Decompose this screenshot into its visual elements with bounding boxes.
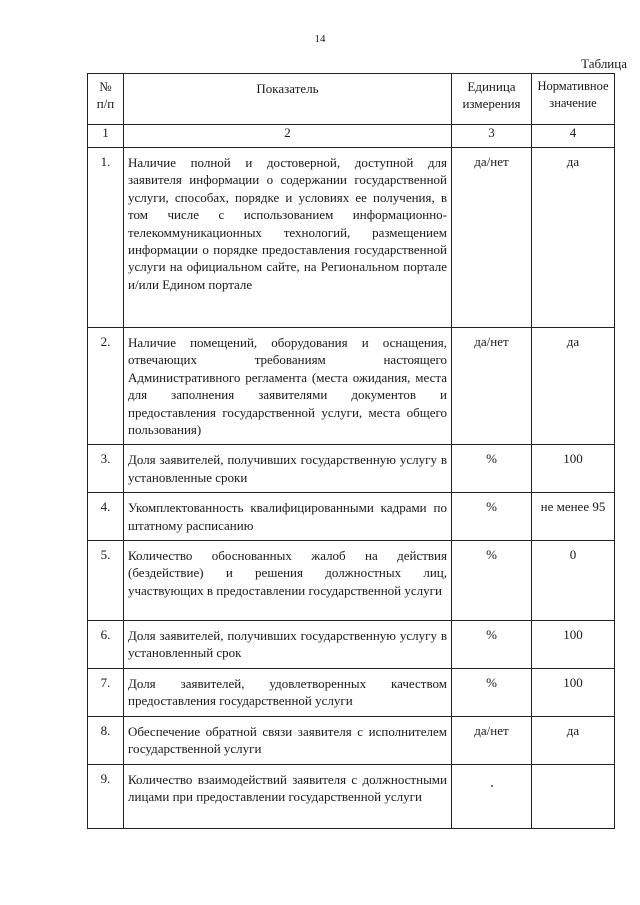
row-indicator: Наличие помещений, оборудования и оснащения, отвечающих требованиям настоящего Административного регламента (места ожидания, места для заполнения заявителями документов и предоставления государственной услуги, места общего пользования) [124, 328, 452, 445]
row-unit: % [452, 541, 532, 621]
row-number: 5. [88, 541, 124, 621]
row-unit: % [452, 493, 532, 541]
row-norm [532, 764, 615, 828]
row-unit: да/нет [452, 328, 532, 445]
table-header-row [88, 74, 615, 125]
table-caption: Таблица [581, 56, 627, 71]
row-indicator: Доля заявителей, удовлетворенных качеством предоставления государственной услуги [124, 668, 452, 716]
table-row [88, 621, 615, 669]
table-row [88, 764, 615, 828]
row-unit: % [452, 621, 532, 669]
row-indicator: Укомплектованность квалифицированными кадрами по штатному расписанию [124, 493, 452, 541]
row-indicator: Доля заявителей, получивших государственную услугу в установленные сроки [124, 445, 452, 493]
row-norm: не менее 95 [532, 493, 615, 541]
row-number: 6. [88, 621, 124, 669]
row-unit: % [452, 668, 532, 716]
column-number: 4 [532, 125, 615, 148]
table-row [88, 148, 615, 328]
row-norm: 100 [532, 668, 615, 716]
header-norm: Нормативное значение [532, 74, 615, 125]
table-row [88, 668, 615, 716]
row-indicator: Обеспечение обратной связи заявителя с исполнителем государственной услуги [124, 716, 452, 764]
row-number: 2. [88, 328, 124, 445]
indicators-table [87, 73, 615, 829]
column-number: 3 [452, 125, 532, 148]
column-number: 1 [88, 125, 124, 148]
row-number: 1. [88, 148, 124, 328]
row-norm: да [532, 148, 615, 328]
row-number: 7. [88, 668, 124, 716]
row-norm: 100 [532, 621, 615, 669]
row-norm: да [532, 328, 615, 445]
column-number: 2 [124, 125, 452, 148]
row-indicator: Количество взаимодействий заявителя с должностными лицами при предоставлении государственной услуги [124, 764, 452, 828]
column-number-row [88, 125, 615, 148]
table-row [88, 541, 615, 621]
table-row [88, 445, 615, 493]
row-unit: да/нет [452, 148, 532, 328]
row-number: 8. [88, 716, 124, 764]
table-row [88, 716, 615, 764]
row-number: 3. [88, 445, 124, 493]
empty-mark [491, 785, 493, 787]
row-number: 9. [88, 764, 124, 828]
row-indicator: Наличие полной и достоверной, доступной для заявителя информации о содержании государственной услуги, способах, порядке и условиях ее получения, в том числе с использованием информационно-телекоммуникационных технологий, размещением информации о порядке предоставления государственной услуги на официальном сайте, на Региональном портале и/или Едином портале [124, 148, 452, 328]
row-norm: да [532, 716, 615, 764]
header-unit: Единица измерения [452, 74, 532, 125]
header-indicator: Показатель [124, 74, 452, 125]
table-row [88, 328, 615, 445]
row-norm: 0 [532, 541, 615, 621]
header-num: № п/п [88, 74, 124, 125]
row-indicator: Количество обоснованных жалоб на действия (бездействие) и решения должностных лиц, участвующих в предоставлении государственной услуги [124, 541, 452, 621]
row-indicator: Доля заявителей, получивших государственную услугу в установленный срок [124, 621, 452, 669]
row-unit [452, 764, 532, 828]
row-unit: да/нет [452, 716, 532, 764]
page-number: 14 [314, 33, 326, 45]
row-unit: % [452, 445, 532, 493]
table-row [88, 493, 615, 541]
row-norm: 100 [532, 445, 615, 493]
row-number: 4. [88, 493, 124, 541]
